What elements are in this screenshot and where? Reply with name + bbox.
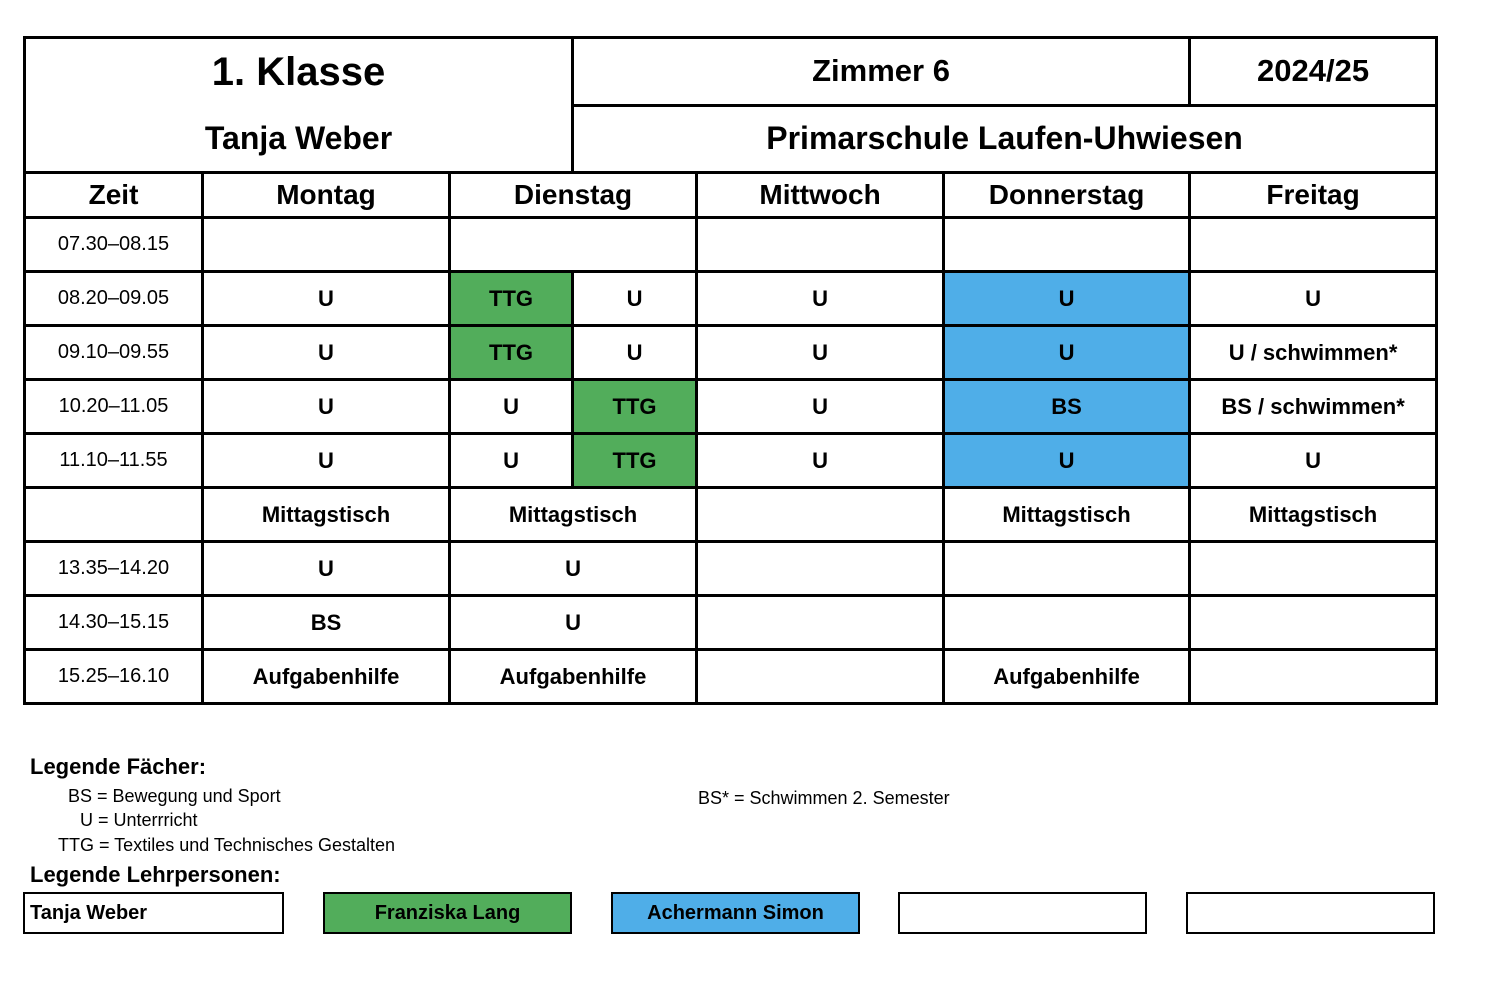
lesson-cell xyxy=(1190,650,1437,704)
room-label: Zimmer 6 xyxy=(573,38,1190,106)
teacher-legend-box-blue: Achermann Simon xyxy=(611,892,860,934)
time-cell xyxy=(25,488,203,542)
lesson-cell: TTG xyxy=(450,272,573,326)
time-cell: 09.10–09.55 xyxy=(25,326,203,380)
lesson-cell xyxy=(944,596,1190,650)
lesson-cell: U xyxy=(450,380,573,434)
lesson-cell: U xyxy=(697,326,944,380)
school-year: 2024/25 xyxy=(1190,38,1437,106)
lesson-cell: BS / schwimmen* xyxy=(1190,380,1437,434)
table-row xyxy=(25,650,1437,704)
lesson-cell: U xyxy=(1190,434,1437,488)
lesson-cell: Mittagstisch xyxy=(203,488,450,542)
table-row xyxy=(25,272,1437,326)
school-name: Primarschule Laufen-Uhwiesen xyxy=(573,105,1437,173)
lesson-cell xyxy=(697,650,944,704)
teacher-legend-box-empty xyxy=(1186,892,1435,934)
lesson-cell: U xyxy=(1190,272,1437,326)
table-row xyxy=(25,326,1437,380)
column-header-zeit: Zeit xyxy=(25,173,203,218)
lesson-cell: TTG xyxy=(573,434,697,488)
lesson-cell: U xyxy=(450,434,573,488)
lesson-cell: Aufgabenhilfe xyxy=(944,650,1190,704)
teacher-name: Tanja Weber xyxy=(25,105,573,173)
lesson-cell: U xyxy=(203,326,450,380)
lesson-cell: U xyxy=(573,326,697,380)
lesson-cell: U xyxy=(944,272,1190,326)
teacher-legend-box: Tanja Weber xyxy=(23,892,284,934)
lesson-cell: TTG xyxy=(450,326,573,380)
lesson-cell xyxy=(1190,542,1437,596)
time-cell: 13.35–14.20 xyxy=(25,542,203,596)
teacher-legend-box-green: Franziska Lang xyxy=(323,892,572,934)
lesson-cell xyxy=(697,218,944,272)
lesson-cell: Mittagstisch xyxy=(450,488,697,542)
legend-bs-star: BS* = Schwimmen 2. Semester xyxy=(698,788,950,808)
teacher-legend-box-empty xyxy=(898,892,1147,934)
lesson-cell xyxy=(697,488,944,542)
column-header-freitag: Freitag xyxy=(1190,173,1437,218)
legend-bs: BS = Bewegung und Sport xyxy=(68,786,281,806)
lesson-cell: U / schwimmen* xyxy=(1190,326,1437,380)
table-row xyxy=(25,488,1437,542)
lesson-cell: U xyxy=(944,434,1190,488)
legend-teachers-title: Legende Lehrpersonen: xyxy=(30,862,281,887)
time-cell: 10.20–11.05 xyxy=(25,380,203,434)
lesson-cell: U xyxy=(697,272,944,326)
lesson-cell xyxy=(697,596,944,650)
table-row xyxy=(25,542,1437,596)
legend-u: U = Unterrricht xyxy=(80,810,198,830)
column-header-mittwoch: Mittwoch xyxy=(697,173,944,218)
time-cell: 14.30–15.15 xyxy=(25,596,203,650)
time-cell: 15.25–16.10 xyxy=(25,650,203,704)
lesson-cell: TTG xyxy=(573,380,697,434)
legend-subjects-title: Legende Fächer: xyxy=(30,754,207,779)
lesson-cell xyxy=(1190,218,1437,272)
table-row xyxy=(25,596,1437,650)
lesson-cell: U xyxy=(697,380,944,434)
lesson-cell xyxy=(944,218,1190,272)
column-header-dienstag: Dienstag xyxy=(450,173,697,218)
lesson-cell: U xyxy=(450,596,697,650)
lesson-cell: U xyxy=(203,542,450,596)
class-title: 1. Klasse xyxy=(25,38,573,106)
lesson-cell xyxy=(203,218,450,272)
lesson-cell: U xyxy=(203,380,450,434)
lesson-cell: U xyxy=(203,272,450,326)
column-header-montag: Montag xyxy=(203,173,450,218)
lesson-cell xyxy=(944,542,1190,596)
lesson-cell: Aufgabenhilfe xyxy=(203,650,450,704)
table-row xyxy=(25,218,1437,272)
lesson-cell: U xyxy=(697,434,944,488)
lesson-cell: U xyxy=(450,542,697,596)
lesson-cell: Mittagstisch xyxy=(944,488,1190,542)
timetable xyxy=(23,36,1438,705)
lesson-cell: Aufgabenhilfe xyxy=(450,650,697,704)
lesson-cell: U xyxy=(944,326,1190,380)
time-cell: 11.10–11.55 xyxy=(25,434,203,488)
lesson-cell: Mittagstisch xyxy=(1190,488,1437,542)
lesson-cell xyxy=(1190,596,1437,650)
lesson-cell: BS xyxy=(944,380,1190,434)
lesson-cell: U xyxy=(203,434,450,488)
table-row xyxy=(25,380,1437,434)
legend-ttg: TTG = Textiles und Technisches Gestalten xyxy=(58,835,396,855)
time-cell: 08.20–09.05 xyxy=(25,272,203,326)
time-cell: 07.30–08.15 xyxy=(25,218,203,272)
lesson-cell: U xyxy=(573,272,697,326)
lesson-cell xyxy=(450,218,697,272)
column-header-donnerstag: Donnerstag xyxy=(944,173,1190,218)
table-row xyxy=(25,434,1437,488)
lesson-cell xyxy=(697,542,944,596)
lesson-cell: BS xyxy=(203,596,450,650)
